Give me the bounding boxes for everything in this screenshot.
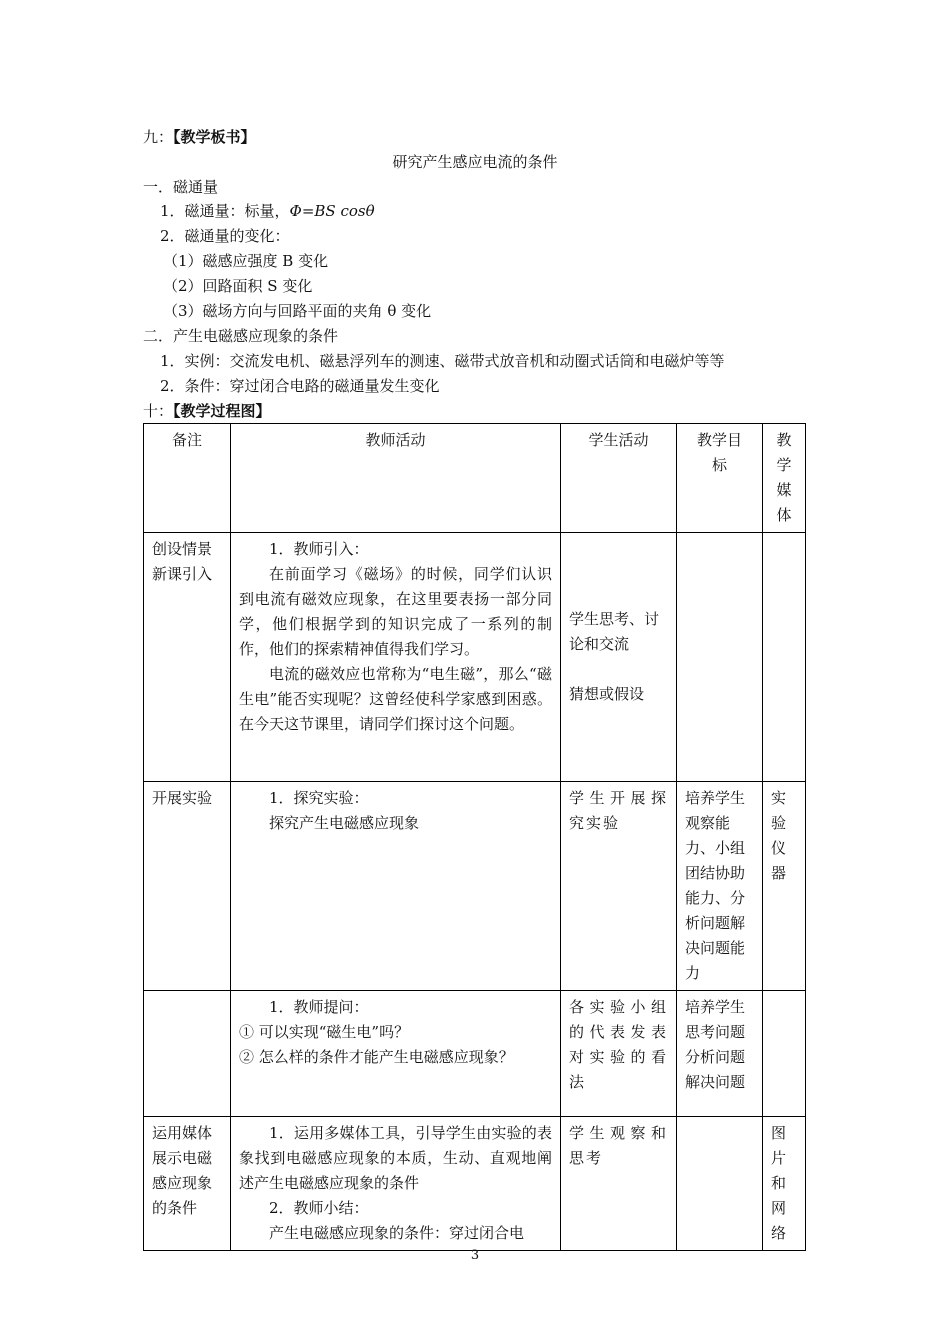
table-row <box>144 533 806 782</box>
row2-media: 实验仪器 <box>763 782 806 991</box>
row1-student-p1: 学生思考、讨论和交流 <box>569 610 660 653</box>
board-heading-title: 【教学板书】 <box>173 128 256 146</box>
row2-teacher-p1: 1．探究实验： <box>269 789 369 807</box>
row4-media: 图片和网络 <box>763 1117 806 1251</box>
section-1-item-2b: （2）回路面积 S 变化 <box>163 277 313 295</box>
row4-student: 学生观察和思考 <box>561 1117 677 1251</box>
row4-teacher <box>231 1117 561 1251</box>
section-2-title: 二．产生电磁感应现象的条件 <box>143 327 339 345</box>
header-media: 教学媒体 <box>763 424 806 533</box>
row1-notes: 创设情景新课引入 <box>144 533 231 782</box>
row1-media <box>763 533 806 782</box>
row4-teacher-p1: 1．运用多媒体工具，引导学生由实验的表象找到电磁感应现象的本质，生动、直观地阐述产生电磁感应现象的条件 <box>239 1124 552 1192</box>
process-heading <box>143 401 271 421</box>
row2-student: 学生开展探究实验 <box>561 782 677 991</box>
table-row <box>144 782 806 991</box>
row3-teacher-p3: ② 怎么样的条件才能产生电磁感应现象？ <box>239 1048 514 1066</box>
row3-goal: 培养学生思考问题分析问题解决问题 <box>677 991 763 1117</box>
section-1-item-1 <box>160 201 375 221</box>
row3-teacher-p2: ① 可以实现“磁生电”吗？ <box>239 1023 410 1041</box>
row2-notes: 开展实验 <box>144 782 231 991</box>
header-teacher: 教师活动 <box>231 424 561 533</box>
process-heading-num: 十： <box>143 402 174 420</box>
section-1-item-2c: （3）磁场方向与回路平面的夹角 θ 变化 <box>163 302 432 320</box>
row1-student <box>561 533 677 782</box>
row4-goal <box>677 1117 763 1251</box>
row1-teacher-p1: 1．教师引入： <box>269 540 369 558</box>
row3-teacher-p1: 1．教师提问： <box>269 998 369 1016</box>
board-title: 研究产生感应电流的条件 <box>392 153 558 171</box>
board-heading-num: 九： <box>143 128 174 146</box>
flux-formula: Φ=BS cosθ <box>289 202 375 220</box>
row4-teacher-p3: 产生电磁感应现象的条件：穿过闭合电 <box>269 1224 525 1242</box>
section-1-title: 一．磁通量 <box>143 178 219 196</box>
table-row <box>144 1117 806 1251</box>
section-1-item-1-text: 1．磁通量：标量， <box>160 202 290 220</box>
row2-teacher <box>231 782 561 991</box>
teaching-process-table <box>143 423 806 1251</box>
board-heading <box>143 127 256 147</box>
section-1-item-2: 2．磁通量的变化： <box>160 227 290 245</box>
header-student: 学生活动 <box>561 424 677 533</box>
table-header-row <box>144 424 806 533</box>
row2-teacher-p2: 探究产生电磁感应现象 <box>269 814 420 832</box>
row3-notes <box>144 991 231 1117</box>
row1-goal <box>677 533 763 782</box>
row4-notes: 运用媒体展示电磁感应现象的条件 <box>144 1117 231 1251</box>
row1-student-p2: 猜想或假设 <box>569 685 645 703</box>
row3-student: 各实验小组的代表发表对实验的看法 <box>561 991 677 1117</box>
process-heading-title: 【教学过程图】 <box>173 402 271 420</box>
table-row <box>144 991 806 1117</box>
section-2-item-2: 2．条件：穿过闭合电路的磁通量发生变化 <box>160 377 440 395</box>
row1-teacher-p2: 在前面学习《磁场》的时候，同学们认识到电流有磁效应现象，在这里要表扬一部分同学，他们根据学到的知识完成了一系列的制作，他们的探索精神值得我们学习。 <box>239 565 552 658</box>
row4-teacher-p2: 2．教师小结： <box>269 1199 369 1217</box>
header-notes: 备注 <box>144 424 231 533</box>
row2-goal: 培养学生观察能力、小组团结协助能力、分析问题解决问题能力 <box>677 782 763 991</box>
section-1-item-2a: （1）磁感应强度 B 变化 <box>163 252 329 270</box>
row3-teacher <box>231 991 561 1117</box>
header-goal: 教学目标 <box>677 424 763 533</box>
row3-media <box>763 991 806 1117</box>
page-number: 3 <box>470 1248 480 1263</box>
row1-teacher <box>231 533 561 782</box>
row1-teacher-p3: 电流的磁效应也常称为“电生磁”，那么“磁生电”能否实现呢？这曾经使科学家感到困惑。在今天这节课里，请同学们探讨这个问题。 <box>239 665 552 733</box>
section-2-item-1: 1．实例：交流发电机、磁悬浮列车的测速、磁带式放音机和动圈式话筒和电磁炉等等 <box>160 352 725 370</box>
